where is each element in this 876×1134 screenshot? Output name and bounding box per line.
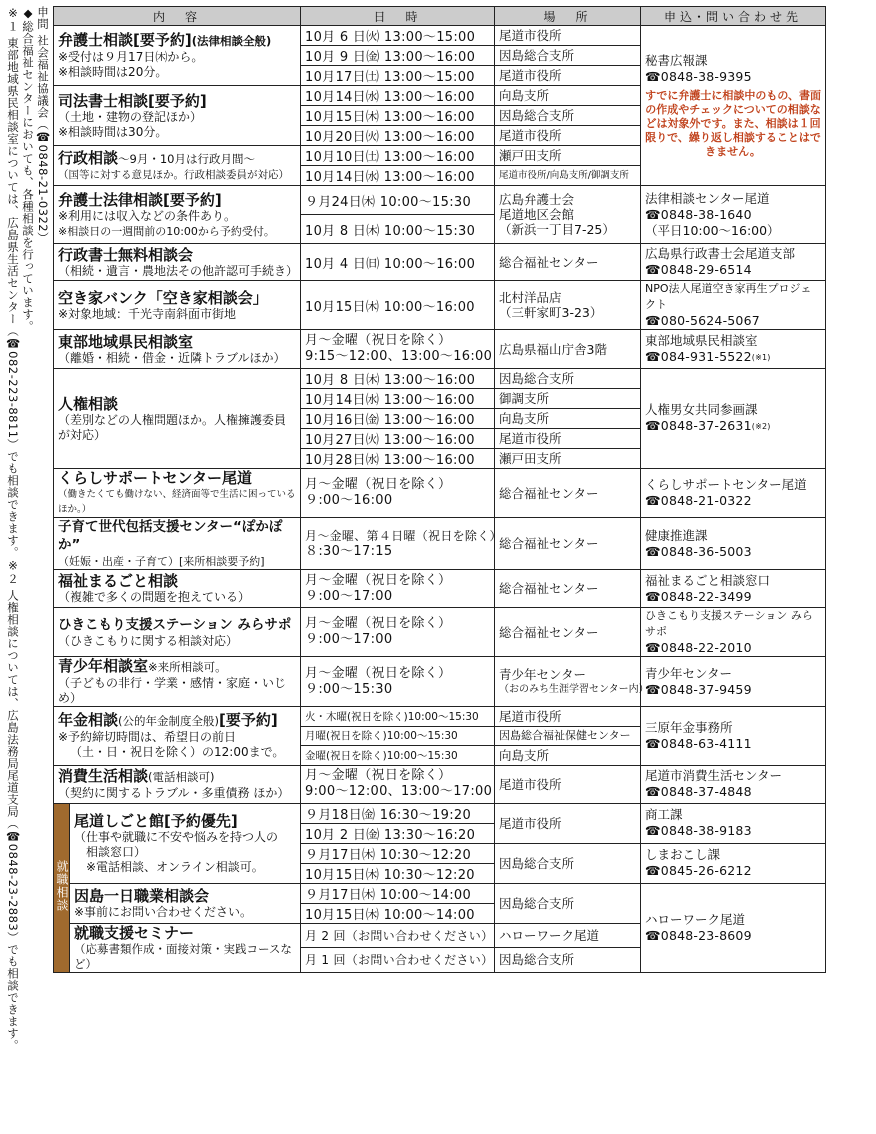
- place-line: 広島弁護士会: [499, 192, 575, 207]
- place-cell: 尾道市役所: [495, 429, 641, 449]
- side-note-welfare-center: ◆総合福祉センターにおいても、各種相談を行っています。: [21, 6, 35, 333]
- desc-welfare-all-in-one: [54, 570, 301, 608]
- place-kitamura-store: [495, 281, 641, 330]
- date-cell: 10月 2 日㈮ 13:30～16:20: [301, 823, 495, 843]
- desc-hikikomori-support: [54, 608, 301, 657]
- contact-gyosei-shoshi: [641, 244, 826, 281]
- row-title-note: ※来所相談可。: [148, 660, 227, 674]
- row-title-tail: [要予約]: [219, 711, 278, 730]
- row-sub: （ひきこもりに関する相談対応）: [58, 633, 239, 648]
- date-line: 月～金曜（祝日を除く）: [305, 768, 452, 784]
- date-line: 火・木曜(祝日を除く)10:00～15:30: [305, 710, 479, 723]
- place-cell: 広島県福山庁舎3階: [495, 330, 641, 369]
- place-cell: 御調支所: [495, 389, 641, 409]
- contact-tel: ☎0845-26-6212: [645, 863, 752, 879]
- table-row: [54, 803, 826, 823]
- place-cell: 因島総合支所: [495, 883, 641, 923]
- date-cell: 10月27日㈫ 13:00～16:00: [301, 429, 495, 449]
- date-cell: [301, 330, 495, 369]
- place-cell: 因島総合支所: [495, 106, 641, 126]
- date-cell: 10月 6 日㈫ 13:00～15:00: [301, 26, 495, 46]
- contact-shimaokoshi: [641, 843, 826, 883]
- employment-section-label: 就職相談: [55, 860, 69, 913]
- contact-name: しまおこし課: [645, 847, 721, 863]
- row-title: 年金相談: [58, 711, 119, 730]
- place-cell: 因島総合支所: [495, 948, 641, 973]
- contact-tel: ☎0848-29-6514: [645, 262, 752, 277]
- place-cell: 尾道市役所: [495, 707, 641, 727]
- date-cell: 10月 8 日㈭ 13:00～16:00: [301, 369, 495, 389]
- place-cell: 因島総合支所: [495, 843, 641, 883]
- table-row: [54, 518, 826, 570]
- place-line: （三軒家町3-23）: [499, 305, 603, 320]
- contact-tel: ☎0848-23-8609: [645, 927, 752, 943]
- row-sub: （働きたくても働けない、経済面等で生活に困っているほか。）: [58, 489, 296, 515]
- contact-name: ハローワーク尾道: [645, 911, 746, 927]
- desc-job-support-seminar: [70, 923, 301, 972]
- desc-lawyer-consultation: [54, 26, 301, 86]
- contact-human-rights: [641, 369, 826, 469]
- row-title: 就職支援セミナー: [74, 923, 195, 942]
- date-line: 月曜(祝日を除く)10:00～15:30: [305, 730, 458, 743]
- place-cell: 瀬戸田支所: [495, 449, 641, 469]
- contact-commerce-industry: [641, 803, 826, 843]
- row-title: 子育て世代包括支援センター“ぽかぽか”: [58, 519, 283, 553]
- place-cell: 因島総合支所: [495, 369, 641, 389]
- date-cell: 10月15日㈭ 10:00～16:00: [301, 281, 495, 330]
- row-title: 行政書士無料相談会: [58, 245, 194, 264]
- place-youth-center: [495, 657, 649, 707]
- side-note-footnotes: ※１ 東部地域県民相談室については、広島県生活センター（☎082-223-8811）でも相談できます。※２ 人権相談については、広島法務局尾道支局（☎0848-23-2883）でも相談できます。: [6, 6, 20, 1052]
- header-place: 場 所: [495, 7, 641, 26]
- table-row: [54, 608, 826, 657]
- place-line: 尾道地区会館: [499, 207, 575, 222]
- place-cell: ハローワーク尾道: [495, 923, 641, 948]
- place-line: （新浜一丁目7-25）: [499, 222, 615, 237]
- date-cell: [301, 707, 495, 727]
- date-cell: 10月16日㈮ 13:00～16:00: [301, 409, 495, 429]
- row-title: 東部地域県民相談室: [58, 332, 194, 351]
- desc-youth-consultation: [54, 657, 301, 707]
- row-sub: 相談窓口）: [86, 844, 147, 859]
- date-cell: 10月28日㈬ 13:00～16:00: [301, 449, 495, 469]
- row-sub: ※電話相談、オンライン相談可。: [86, 859, 264, 874]
- date-line: 9:00～12:00、13:00～17:00: [305, 784, 493, 800]
- place-lawyer-association: [495, 186, 641, 244]
- table-row: [54, 657, 826, 707]
- row-sub: （土・日・祝日を除く）の12:00まで。: [70, 745, 285, 760]
- desc-onomichi-job-center: [70, 803, 301, 883]
- contact-name: 青少年センター: [645, 665, 733, 681]
- row-sub: （相続・遺言・農地法その他許認可手続き）: [58, 263, 299, 278]
- date-line: 金曜(祝日を除く)10:00～15:30: [305, 749, 458, 762]
- table-row: [54, 244, 826, 281]
- contact-name: 健康推進課: [645, 527, 708, 543]
- date-cell: ９月18日㈮ 16:30～19:20: [301, 803, 495, 823]
- contact-name: 秘書広報課: [645, 52, 708, 68]
- date-line: 月～金曜（祝日を除く）: [305, 572, 452, 588]
- place-cell: 向島支所: [495, 409, 641, 429]
- date-cell: 月 2 回（お問い合わせください）: [301, 923, 495, 948]
- row-sub: （離婚・相続・借金・近隣トラブルほか）: [58, 350, 286, 365]
- place-line: （おのみち生涯学習センター内）: [499, 683, 649, 695]
- place-cell: 尾道市役所: [495, 126, 641, 146]
- desc-lawyer-legal-consultation: [54, 186, 301, 244]
- row-title: くらしサポートセンター尾道: [58, 469, 252, 487]
- date-line: 月～金曜（祝日を除く）: [305, 616, 452, 631]
- contact-living-support: [641, 469, 826, 518]
- row-sub: ※予約締切時間は、希望日の前日: [58, 730, 237, 745]
- contact-name: 福祉まるごと相談窓口: [645, 572, 771, 588]
- contact-tel: ☎0848-38-9395: [645, 68, 752, 84]
- row-sub: （契約に関するトラブル・多重債務 ほか）: [58, 786, 290, 801]
- row-sub: ※相談時間は30分。: [58, 124, 168, 139]
- date-cell: [301, 657, 495, 707]
- contact-consumer-center: [641, 765, 826, 803]
- date-cell: 10月15日㈭ 13:00～16:00: [301, 106, 495, 126]
- table-row: [54, 883, 826, 903]
- contact-tel: ☎084-931-5522: [645, 348, 752, 364]
- row-sub: ※利用には収入などの条件あり。: [58, 208, 237, 223]
- table-row: [54, 186, 826, 215]
- date-cell: 10月14日㈬ 13:00～16:00: [301, 389, 495, 409]
- contact-name: 法律相談センター尾道: [645, 190, 770, 206]
- date-cell: [301, 469, 495, 518]
- consultation-schedule-table: [53, 6, 826, 973]
- side-note-social-welfare-council: 申問 社会福祉協議会（☎0848-21-0322）: [36, 6, 50, 245]
- side-notes: [4, 6, 50, 1130]
- place-cell: 因島総合支所: [495, 46, 641, 66]
- row-title-tail: ～9月・10月は行政月間～: [118, 151, 255, 166]
- contact-name: 東部地域県民相談室: [645, 332, 758, 348]
- row-sub: ※相談日の一週間前の10:00から予約受付。: [58, 224, 275, 238]
- contact-secretary-pr: [641, 26, 826, 186]
- desc-pension-consultation: [54, 707, 301, 766]
- desc-human-rights: [54, 369, 301, 469]
- contact-tel: ☎0848-38-1640: [645, 206, 752, 222]
- contact-legal-center: [641, 186, 826, 244]
- place-line: 青少年センター: [499, 666, 587, 682]
- place-cell: 総合福祉センター: [495, 244, 641, 281]
- date-cell: ９月24日㈭ 10:00～15:30: [301, 186, 495, 215]
- header-content: 内 容: [54, 7, 301, 26]
- date-cell: 10月 9 日㈮ 13:00～16:00: [301, 46, 495, 66]
- date-cell: 10月14日㈬ 13:00～16:00: [301, 166, 495, 186]
- date-cell: ９月17日㈭ 10:00～14:00: [301, 883, 495, 903]
- date-cell: 月 1 回（お問い合わせください）: [301, 948, 495, 973]
- date-cell: 10月 4 日㈰ 10:00～16:00: [301, 244, 495, 281]
- contact-name: くらしサポートセンター尾道: [645, 477, 807, 492]
- place-cell: 向島支所: [495, 746, 641, 766]
- employment-section-band: [54, 803, 70, 972]
- row-title: 弁護士法律相談[要予約]: [58, 190, 222, 209]
- place-line: 北村洋品店: [499, 290, 562, 305]
- place-cell: 総合福祉センター: [495, 469, 641, 518]
- contact-health-promotion: [641, 518, 826, 570]
- contact-warning-note: すでに弁護士に相談中のもの、書面の作成やチェックについての相談などは対象外です。また、相談は１回限りで、繰り返し相談することはできません。: [645, 88, 821, 158]
- row-title: ひきこもり支援ステーション みらサポ: [58, 616, 292, 633]
- contact-eastern-citizen: [641, 330, 826, 369]
- desc-child-rearing: [54, 518, 301, 570]
- place-cell: 総合福祉センター: [495, 518, 641, 570]
- contact-tel: ☎0848-37-9459: [645, 681, 752, 697]
- contact-pension-office: [641, 707, 826, 766]
- date-cell: 10月10日㈯ 13:00～16:00: [301, 146, 495, 166]
- row-sub: （仕事や就職に不安や悩みを持つ人の: [74, 829, 279, 844]
- row-title-note: (法律相談全般): [191, 34, 272, 48]
- row-title: 弁護士相談[要予約]: [58, 31, 192, 49]
- place-cell: 因島総合福祉保健センター: [495, 726, 641, 746]
- desc-eastern-citizen-consultation: [54, 330, 301, 369]
- footnote-mark: (※1): [751, 352, 771, 362]
- row-sub: （複雑で多くの問題を抱えている）: [58, 590, 251, 604]
- row-title: 空き家バンク「空き家相談会」: [58, 288, 268, 307]
- place-cell: 向島支所: [495, 86, 641, 106]
- contact-tel: ☎0848-63-4111: [645, 735, 752, 751]
- date-line: 9:15～12:00、13:00～16:00: [305, 349, 493, 364]
- table-header-row: [54, 7, 826, 26]
- row-title: 行政相談: [58, 148, 119, 167]
- contact-tel: ☎0848-21-0322: [645, 493, 752, 508]
- table-row: [54, 26, 826, 46]
- row-title: 青少年相談室: [58, 657, 149, 675]
- date-line: ９:00～16:00: [305, 493, 393, 508]
- footnote-mark: (※2): [751, 422, 771, 431]
- row-title: 人権相談: [58, 394, 119, 413]
- date-line: 月～金曜（祝日を除く）: [305, 665, 452, 681]
- contact-tel: ☎080-5624-5067: [645, 313, 760, 328]
- desc-administrative-consultation: [54, 146, 301, 186]
- header-datetime: 日 時: [301, 7, 495, 26]
- table-row: [54, 469, 826, 518]
- table-row: [54, 765, 826, 803]
- row-sub: （妊娠・出産・子育て）[来所相談要予約]: [58, 555, 265, 568]
- header-contact: 申込･問い合わせ先: [641, 7, 826, 26]
- place-cell: 総合福祉センター: [495, 608, 641, 657]
- contact-name: 商工課: [645, 807, 683, 823]
- contact-name: 尾道市消費生活センター: [645, 768, 783, 784]
- contact-tel: ☎0848-37-2631: [645, 418, 752, 433]
- row-sub: ※事前にお問い合わせください。: [74, 904, 253, 919]
- date-cell: 10月 8 日㈭ 10:00～15:30: [301, 215, 495, 244]
- table-row: [54, 707, 826, 727]
- table-row: [54, 369, 826, 389]
- contact-hikikomori: [641, 608, 826, 657]
- date-cell: 10月15日㈭ 10:00～14:00: [301, 903, 495, 923]
- place-cell: 尾道市役所: [495, 66, 641, 86]
- contact-tel: ☎0848-22-2010: [645, 640, 752, 655]
- place-cell: 瀬戸田支所: [495, 146, 641, 166]
- row-sub: ※相談時間は20分。: [58, 65, 168, 79]
- contact-welfare-window: [641, 570, 826, 608]
- row-title-note: (公的年金制度全般): [118, 714, 219, 729]
- row-sub: （土地・建物の登記ほか）: [58, 109, 203, 124]
- place-cell: 尾道市役所: [495, 26, 641, 46]
- date-line: ９:00～17:00: [305, 588, 393, 604]
- contact-name: NPO法人尾道空き家再生プロジェクト: [645, 282, 812, 311]
- date-line: ９:00～15:30: [305, 681, 393, 697]
- contact-tel: ☎0848-37-4848: [645, 784, 752, 800]
- desc-administrative-scrivener: [54, 244, 301, 281]
- table-row: [54, 570, 826, 608]
- contact-name: 人権男女共同参画課: [645, 402, 758, 417]
- row-title: 消費生活相談: [58, 767, 149, 786]
- date-cell: 10月15日㈭ 10:30～12:20: [301, 863, 495, 883]
- date-cell: [301, 726, 495, 746]
- date-cell: 10月14日㈬ 13:00～16:00: [301, 86, 495, 106]
- date-line: 月～金曜、第４日曜（祝日を除く）: [305, 528, 502, 543]
- desc-consumer-consultation: [54, 765, 301, 803]
- date-cell: ９月17日㈭ 10:30～12:20: [301, 843, 495, 863]
- contact-tel: ☎0848-22-3499: [645, 588, 752, 604]
- contact-tel: ☎0848-36-5003: [645, 543, 752, 559]
- contact-tel: ☎0848-38-9183: [645, 823, 752, 839]
- date-cell: [301, 570, 495, 608]
- row-sub: （応募書類作成・面接対策・実践コースなど）: [74, 941, 292, 971]
- row-sub: ※受付は９月17日㈭から。: [58, 50, 204, 64]
- row-sub: （差別などの人権問題ほか。人権擁護委員が対応）: [58, 412, 287, 442]
- date-line: ９:00～17:00: [305, 632, 393, 647]
- row-sub: （子どもの非行・学業・感情・家庭・いじめ）: [58, 676, 287, 705]
- contact-name: ひきこもり支援ステーション みらサポ: [645, 609, 813, 638]
- date-line: 月～金曜（祝日を除く）: [305, 477, 452, 492]
- place-cell: 尾道市役所: [495, 803, 641, 843]
- contact-vacant-house-npo: [641, 281, 826, 330]
- place-cell: 総合福祉センター: [495, 570, 641, 608]
- desc-judicial-scrivener: [54, 86, 301, 146]
- row-title: 因島一日職業相談会: [74, 886, 210, 905]
- place-cell: 尾道市役所/向島支所/御調支所: [495, 166, 641, 186]
- date-cell: 10月20日㈫ 13:00～16:00: [301, 126, 495, 146]
- table-row: [54, 330, 826, 369]
- desc-innoshima-job-fair: [70, 883, 301, 923]
- date-cell: 10月17日㈯ 13:00～15:00: [301, 66, 495, 86]
- row-sub: ※対象地域：千光寺南斜面市街地: [58, 306, 237, 321]
- table-row: [54, 281, 826, 330]
- desc-living-support: [54, 469, 301, 518]
- row-title-note: (電話相談可): [148, 770, 215, 785]
- date-cell: [301, 746, 495, 766]
- contact-name: 広島県行政書士会尾道支部: [645, 246, 796, 261]
- date-line: ８:30～17:15: [305, 543, 393, 559]
- contact-hours: （平日10:00～16:00）: [645, 222, 780, 238]
- row-title: 尾道しごと館[予約優先]: [74, 811, 238, 830]
- contact-name: 三原年金事務所: [645, 719, 733, 735]
- date-line: 月～金曜（祝日を除く）: [305, 333, 452, 348]
- date-cell: [301, 518, 502, 570]
- desc-vacant-house-bank: [54, 281, 301, 330]
- place-cell: 尾道市役所: [495, 765, 641, 803]
- row-title: 司法書士相談[要予約]: [58, 91, 207, 110]
- date-cell: [301, 608, 495, 657]
- contact-hello-work: [641, 883, 826, 972]
- contact-youth-center: [641, 657, 826, 707]
- row-title: 福祉まるごと相談: [58, 572, 179, 590]
- row-sub: （国等に対する意見ほか。行政相談委員が対応）: [58, 168, 289, 181]
- date-cell: [301, 765, 495, 803]
